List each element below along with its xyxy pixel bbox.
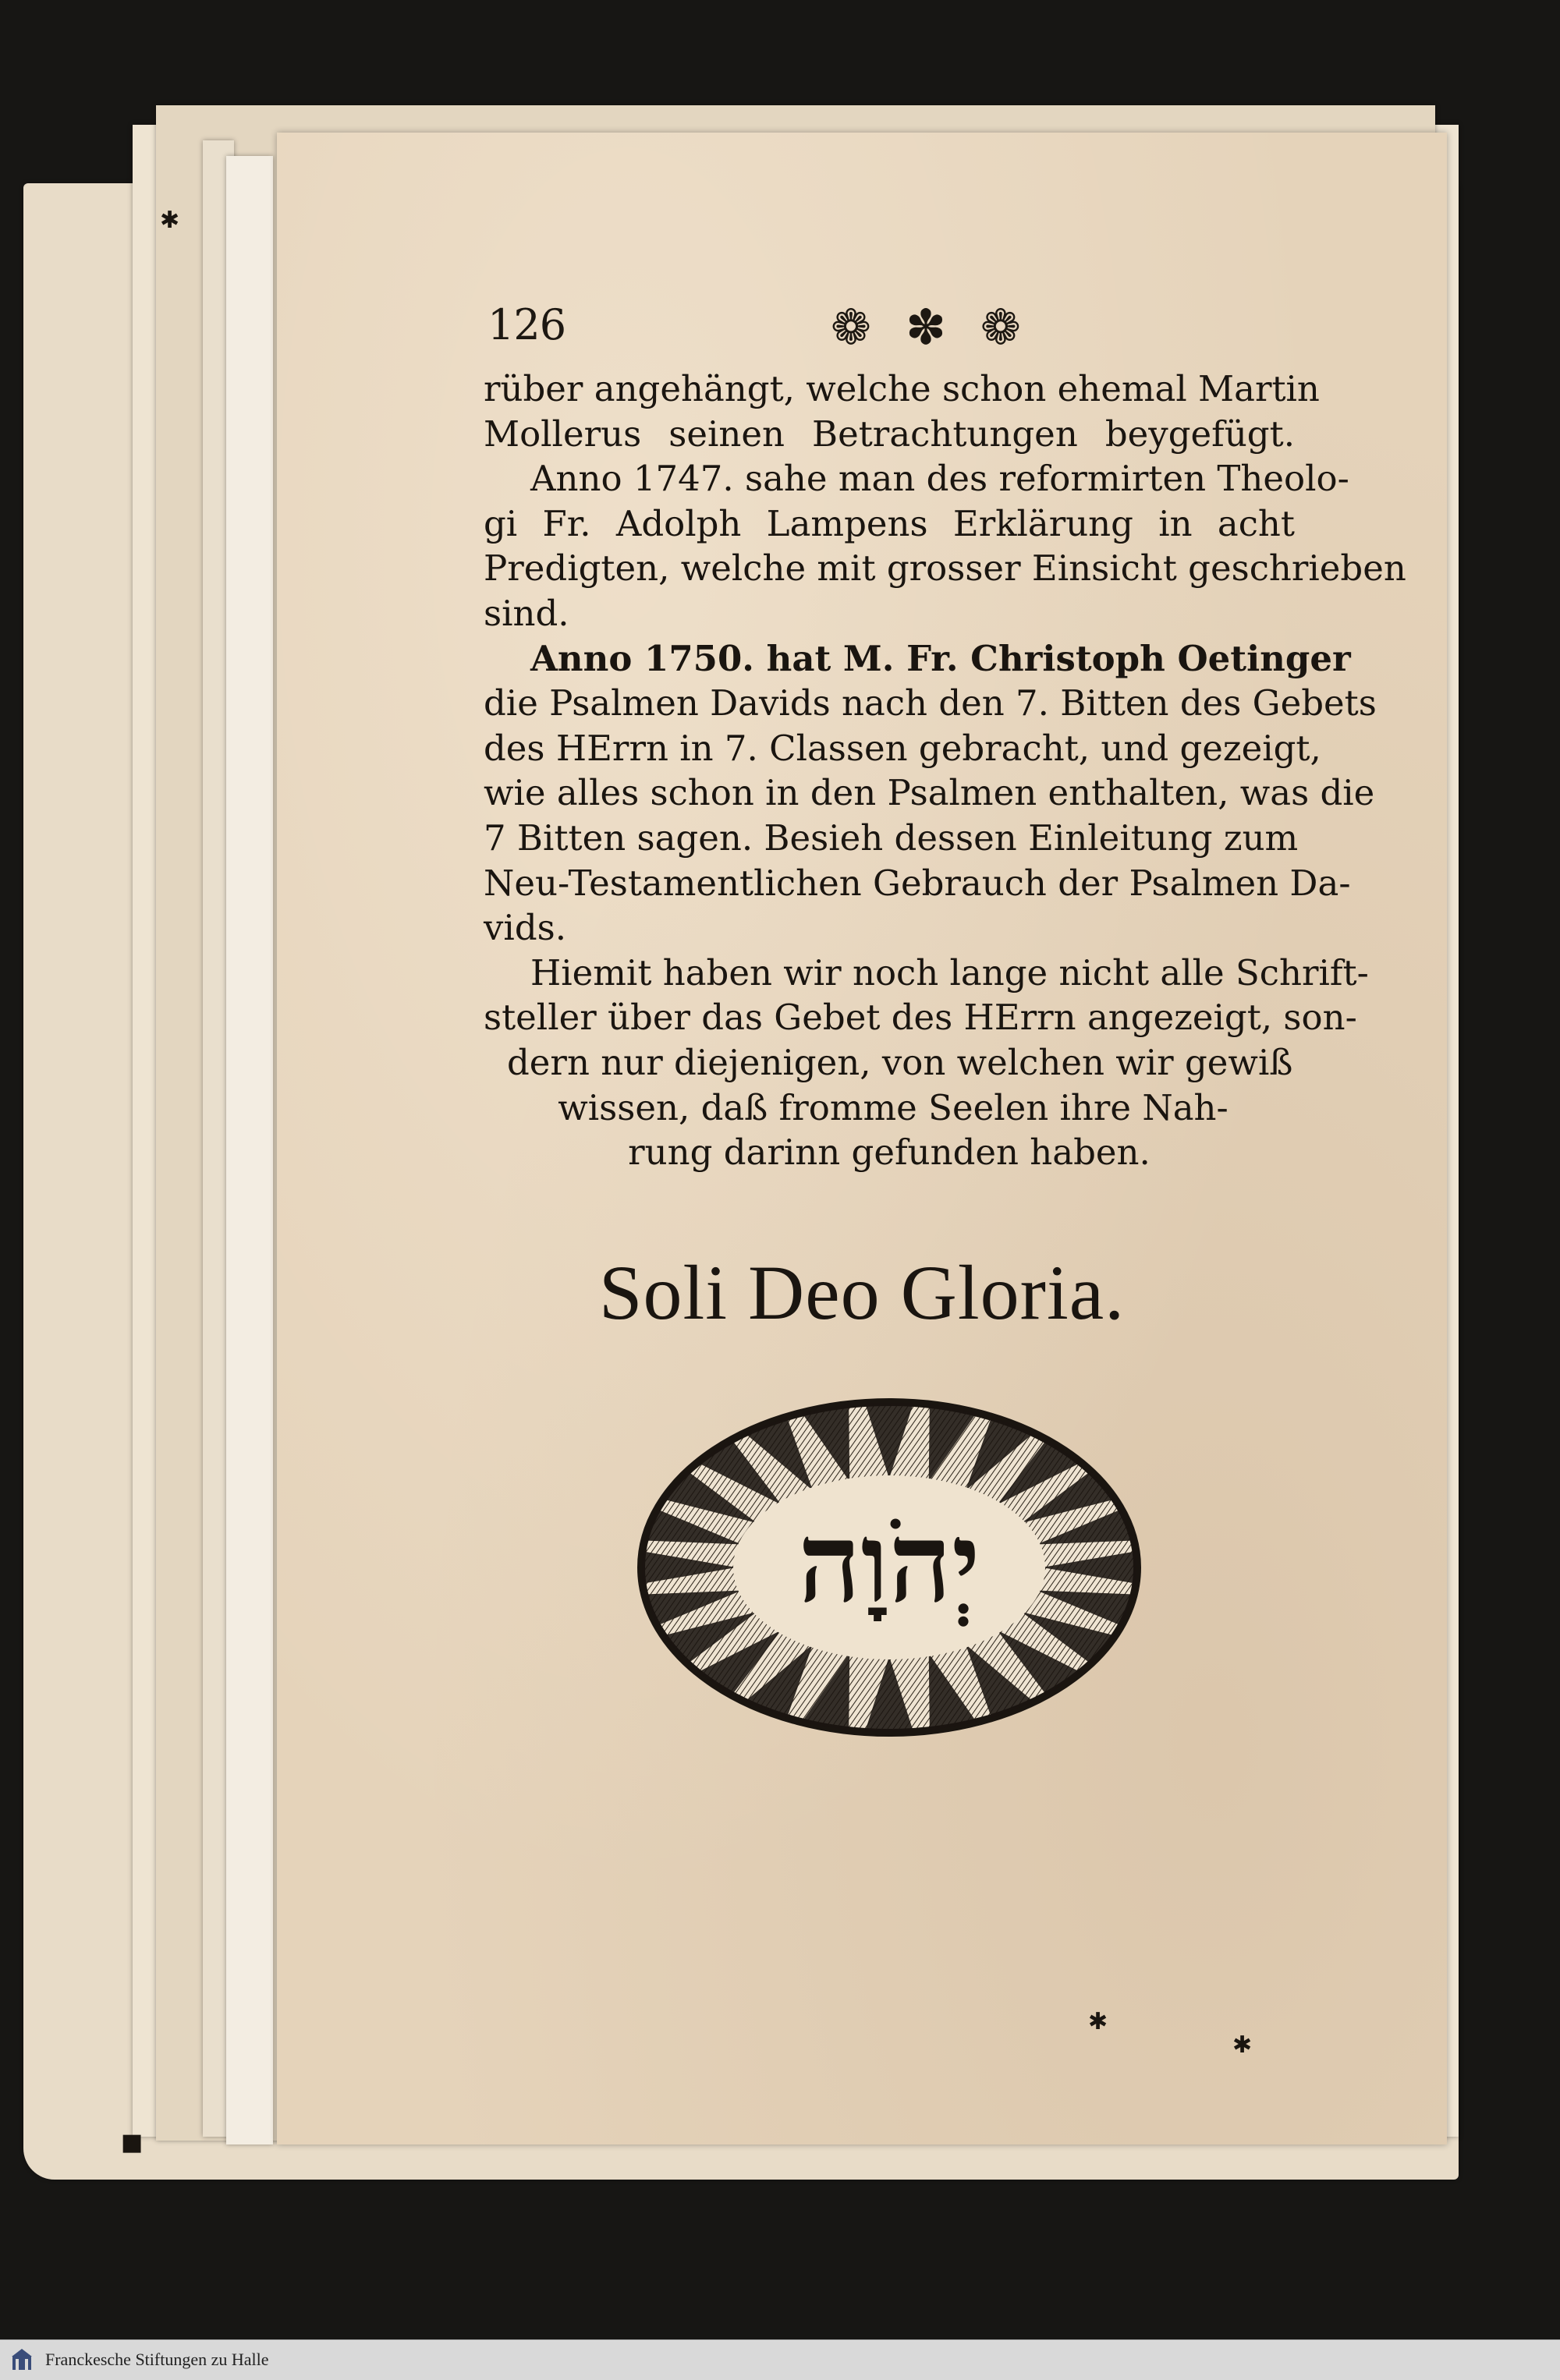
page-header [488,300,1291,363]
text-line: Anno 1747. sahe man des reformirten Theolo- [530,458,1349,500]
text-line: gi Fr. Adolph Lampens Erklärung in acht [484,502,1295,544]
text-line: wissen, daß fromme Seelen ihre Nah- [558,1086,1228,1128]
institution-logo-icon [11,2348,33,2371]
text-line: dern nur diejenigen, von welchen wir gewiß [507,1041,1293,1083]
page-edge [226,156,273,2144]
ornament-icon: ✽ [905,299,946,356]
ink-mark: ■ [121,2129,144,2156]
text-line: Mollerus seinen Betrachtungen beygefügt. [484,413,1295,455]
ink-mark: ✱ [160,207,180,234]
text-line: Predigten, welche mit grosser Einsicht geschrieben [484,547,1406,590]
text-line: vids. [484,907,567,949]
closing-motto: Soli Deo Gloria. [598,1249,1126,1336]
emblem-text: יְהֹוָה [798,1500,980,1627]
text-line: Neu-Testamentlichen Gebrauch der Psalmen Da- [484,862,1351,904]
book-page [121,133,1447,2156]
ornament-icon: ❁ [980,299,1021,356]
text-line: Anno 1750. hat M. Fr. Christoph Oetinger [530,637,1351,679]
text-line: des HErrn in 7. Classen gebracht, und gezeigt, [484,727,1321,769]
text-line: Hiemit haben wir noch lange nicht alle Schrift- [530,951,1369,993]
text-line: rung darinn gefunden haben. [628,1132,1150,1174]
footer-bar [0,2339,1560,2380]
header-ornaments [831,300,1021,355]
ink-mark: ✱ [1088,2008,1108,2035]
ink-mark: ✱ [1232,2031,1253,2059]
tetragrammaton-emblem [632,1392,1147,1743]
page-number: 126 [488,300,566,349]
text-line: sind. [484,592,569,634]
institution-name: Franckesche Stiftungen zu Halle [45,2350,269,2369]
text-line: die Psalmen Davids nach den 7. Bitten des Gebets [484,682,1377,724]
text-line: rüber angehängt, welche schon ehemal Martin [484,368,1320,409]
ornament-icon: ❁ [831,299,871,356]
text-line: steller über das Gebet des HErrn angezeigt, son- [484,997,1357,1039]
text-line: wie alles schon in den Psalmen enthalten, was die [484,772,1375,814]
text-line: 7 Bitten sagen. Besieh dessen Einleitung zum [484,816,1299,859]
body-text [484,367,1406,1175]
